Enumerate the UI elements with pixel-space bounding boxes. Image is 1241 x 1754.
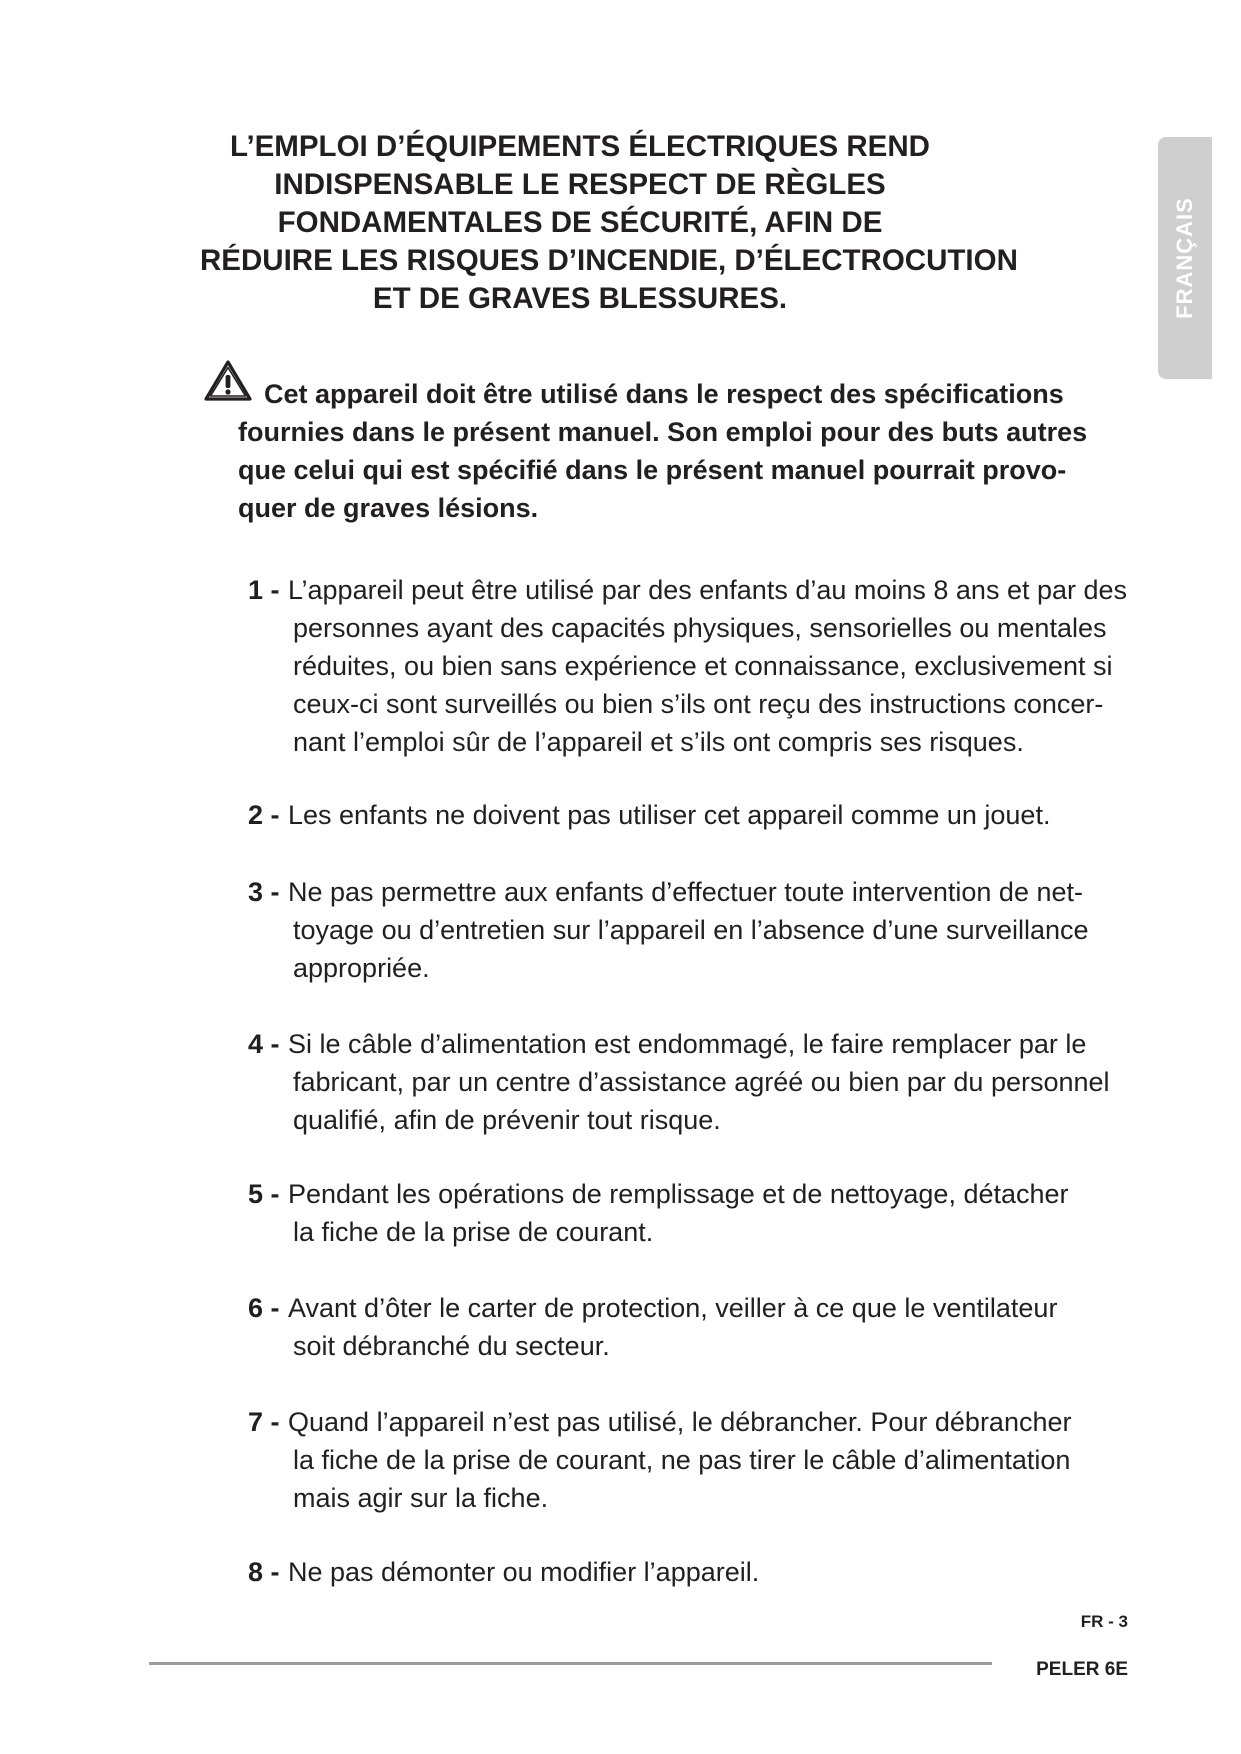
item-number: 4 - — [248, 1029, 280, 1059]
warning-line: que celui qui est spécifié dans le présent manuel pourrait provo- — [238, 455, 1067, 485]
item-text: appropriée. — [293, 953, 430, 983]
title-line: RÉDUIRE LES RISQUES D’INCENDIE, D’ÉLECTROCUTION — [200, 244, 1018, 277]
item-text: soit débranché du secteur. — [293, 1331, 610, 1361]
list-item — [248, 1553, 1148, 1591]
item-text: ceux-ci sont surveillés ou bien s’ils ont reçu des instructions concer- — [293, 689, 1104, 719]
item-text: qualifié, afin de prévenir tout risque. — [293, 1105, 721, 1135]
item-text: personnes ayant des capacités physiques, sensorielles ou mentales — [293, 613, 1107, 643]
item-number: 3 - — [248, 877, 280, 907]
item-text: Avant d’ôter le carter de protection, veiller à ce que le ventilateur — [288, 1293, 1058, 1323]
language-tab — [1158, 137, 1212, 379]
item-text: fabricant, par un centre d’assistance agréé ou bien par du personnel — [293, 1067, 1110, 1097]
item-text: nant l’emploi sûr de l’appareil et s’ils ont compris ses risques. — [293, 727, 1024, 757]
model-name: PELER 6E — [1036, 1659, 1128, 1680]
list-item — [248, 1289, 1148, 1365]
list-item — [248, 571, 1148, 761]
item-text: Quand l’appareil n’est pas utilisé, le débrancher. Pour débrancher — [288, 1407, 1072, 1437]
item-text: réduites, ou bien sans expérience et connaissance, exclusivement si — [293, 651, 1113, 681]
item-number: 7 - — [248, 1407, 280, 1437]
safety-title — [200, 128, 1018, 318]
item-text: Ne pas démonter ou modifier l’appareil. — [288, 1557, 760, 1587]
item-text: L’appareil peut être utilisé par des enfants d’au moins 8 ans et par des — [288, 575, 1128, 605]
list-item — [248, 873, 1148, 987]
item-number: 1 - — [248, 575, 280, 605]
title-line: FONDAMENTALES DE SÉCURITÉ, AFIN DE — [277, 206, 883, 239]
page-number: FR - 3 — [1080, 1612, 1128, 1631]
item-text: Ne pas permettre aux enfants d’effectuer toute intervention de net- — [288, 877, 1083, 907]
item-text: la fiche de la prise de courant, ne pas tirer le câble d’alimentation — [293, 1445, 1071, 1475]
item-number: 5 - — [248, 1179, 280, 1209]
item-number: 6 - — [248, 1293, 280, 1323]
warning-line: Cet appareil doit être utilisé dans le respect des spécifications — [264, 379, 1064, 409]
list-item — [248, 796, 1148, 834]
item-text: la fiche de la prise de courant. — [293, 1217, 654, 1247]
warning-line: quer de graves lésions. — [238, 493, 539, 523]
item-text: Pendant les opérations de remplissage et de nettoyage, détacher — [288, 1179, 1069, 1209]
list-item — [248, 1025, 1148, 1139]
item-number: 8 - — [248, 1557, 280, 1587]
list-item — [248, 1403, 1148, 1517]
list-item — [248, 1175, 1148, 1251]
language-tab-label: FRANÇAIS — [1172, 197, 1197, 319]
item-text: Si le câble d’alimentation est endommagé, le faire remplacer par le — [288, 1029, 1087, 1059]
warning-paragraph — [238, 375, 1144, 527]
title-line: ET DE GRAVES BLESSURES. — [372, 282, 788, 315]
item-number: 2 - — [248, 800, 280, 830]
warning-line: fournies dans le présent manuel. Son emploi pour des buts autres — [238, 417, 1088, 447]
item-text: Les enfants ne doivent pas utiliser cet appareil comme un jouet. — [288, 800, 1051, 830]
warning-triangle-icon — [203, 359, 253, 403]
title-line: INDISPENSABLE LE RESPECT DE RÈGLES — [274, 168, 886, 201]
item-text: toyage ou d’entretien sur l’appareil en l’absence d’une surveillance — [293, 915, 1089, 945]
title-line: L’EMPLOI D’ÉQUIPEMENTS ÉLECTRIQUES REND — [230, 130, 930, 163]
footer-divider — [149, 1662, 992, 1665]
item-text: mais agir sur la fiche. — [293, 1483, 549, 1513]
